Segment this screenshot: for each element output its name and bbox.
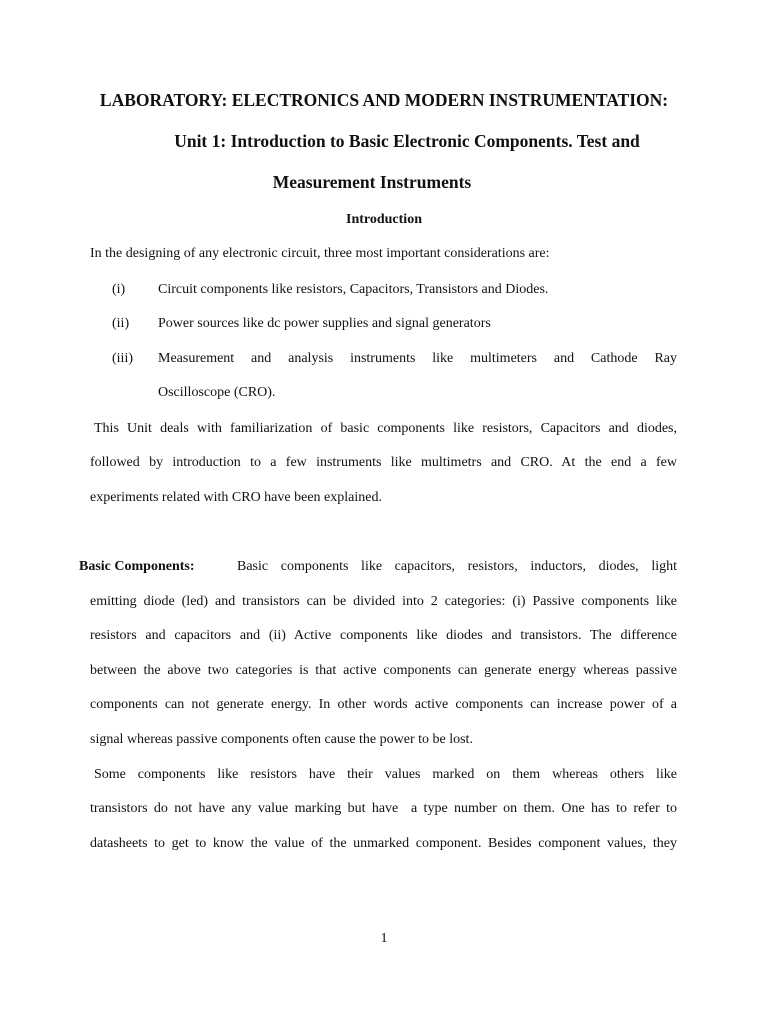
list-item-text: Power sources like dc power supplies and signal generators [158,316,491,331]
basic-components-label: Basic Components: [79,559,195,574]
section-heading-introduction: Introduction [346,212,422,227]
paragraph-line: between the above two categories is that active components can generate energy whereas passive [90,663,677,678]
list-item-text-continued: Oscilloscope (CRO). [158,385,276,400]
list-item-text: Measurement and analysis instruments like multimeters and Cathode Ray [158,351,677,366]
paragraph-line: resistors and capacitors and (ii) Active components like diodes and transistors. The difference [90,628,677,643]
paragraph-line: signal whereas passive components often cause the power to be lost. [90,732,473,747]
paragraph-line: Some components like resistors have their values marked on them whereas others like [94,767,677,782]
intro-lead: In the designing of any electronic circuit, three most important considerations are: [90,246,550,261]
paragraph-line: experiments related with CRO have been explained. [90,490,382,505]
paragraph-line: This Unit deals with familiarization of basic components like resistors, Capacitors and diodes, [94,421,677,436]
paragraph-line: transistors do not have any value marking but have a type number on them. One has to refer to [90,801,677,816]
paragraph-line: Basic components like capacitors, resistors, inductors, diodes, light [237,559,677,574]
list-item-text: Circuit components like resistors, Capacitors, Transistors and Diodes. [158,282,549,297]
page-number: 1 [380,931,388,946]
unit-title-line-1: Unit 1: Introduction to Basic Electronic Components. Test and [174,131,640,151]
list-number: (iii) [112,351,133,366]
document-title: LABORATORY: ELECTRONICS AND MODERN INSTRUMENTATION: [99,90,669,110]
paragraph-line: datasheets to get to know the value of the unmarked component. Besides component values, they [90,836,677,851]
list-number: (ii) [112,316,130,331]
paragraph-line: emitting diode (led) and transistors can be divided into 2 categories: (i) Passive components like [90,594,677,609]
list-number: (i) [112,282,126,297]
unit-title-line-2: Measurement Instruments [272,172,472,192]
paragraph-line: followed by introduction to a few instruments like multimetrs and CRO. At the end a few [90,455,677,470]
paragraph-line: components can not generate energy. In other words active components can increase power of a [90,697,677,712]
